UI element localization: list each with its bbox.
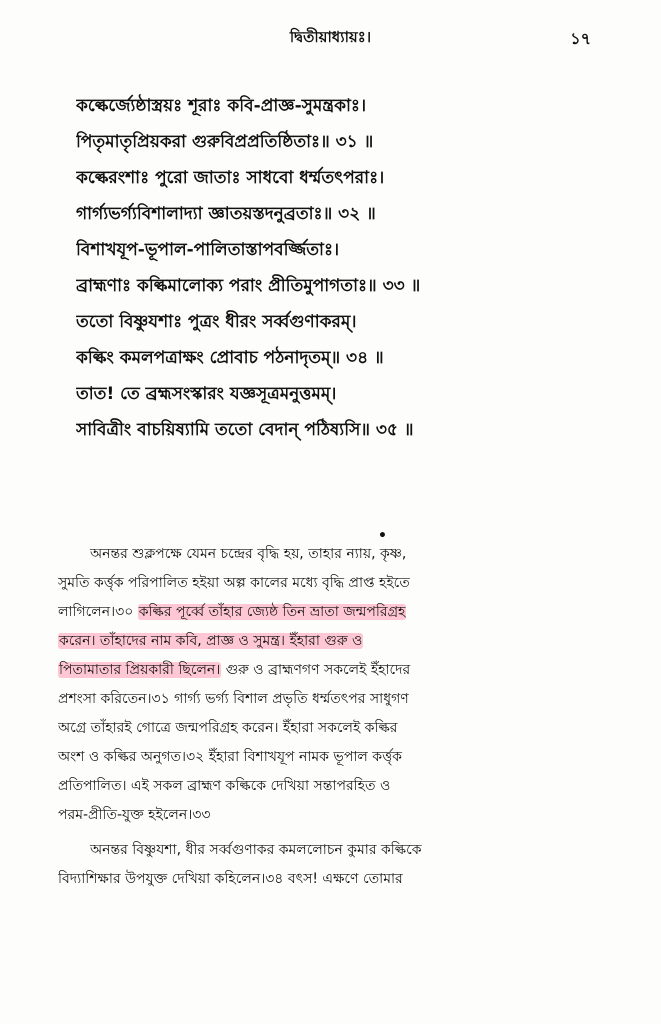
verse-line: পিতৃমাতৃপ্রিয়করা গুরুবিপ্রপ্রতিষ্ঠিতাঃ॥ ৩১ ॥ [76, 132, 374, 152]
verse-line: কল্কের্জ্যেষ্ঠাস্ত্রয়ঃ শূরাঃ কবি-প্রাজ্ঞ-সুমন্ত্রকাঃ। [76, 96, 367, 116]
verse-line: গার্গ্যভর্গ্যবিশালাদ্যা জ্ঞাতয়স্তদনুব্রতাঃ॥ ৩২ ॥ [76, 204, 376, 224]
highlighted-text: করেন। তাঁহাদের নাম কবি, প্রাজ্ঞ ও সুমন্ত্র। ইঁহারা গুরু ও [59, 633, 363, 649]
commentary-line [58, 656, 548, 685]
verse-line: বিশাখযূপ-ভূপাল-পালিতাস্তাপবর্জ্জিতাঃ। [76, 240, 340, 260]
commentary-line: অগ্রে তাঁহারই গোত্রে জন্মপরিগ্রহ করেন। ইঁহারা সকলেই কল্কির [58, 720, 398, 736]
highlighted-text: কল্কির পূর্ব্বে তাঁহার জ্যেষ্ঠ তিন ভ্রাতা জন্মপরিগ্রহ [138, 604, 406, 620]
commentary-line: অনন্তর শুক্লপক্ষে যেমন চন্দ্রের বৃদ্ধি হয়, তাহার ন্যায়, কৃষ্ণ, [90, 546, 407, 562]
highlighted-text: পিতামাতার প্রিয়কারী ছিলেন। [59, 662, 221, 678]
verse-line: তাত! তে ব্রহ্মসংস্কারং যজ্ঞসূত্রমনুত্তমম্। [76, 384, 337, 404]
commentary-line: পরম-প্রীতি-যুক্ত হইলেন।৩৩ [58, 807, 211, 823]
commentary-line: অংশ ও কল্কির অনুগত।৩২ ইঁহারা বিশাখযূপ নামক ভূপাল কর্ত্তৃক [58, 749, 402, 765]
verse-line: ততো বিষ্ণুযশাঃ পুত্রং ধীরং সর্ব্বগুণাকরম্। [76, 312, 357, 332]
commentary-line [58, 627, 548, 656]
commentary-text: লাগিলেন।৩০ [58, 604, 138, 620]
verse-line: কল্কেরংশাঃ পুরো জাতাঃ সাধবো ধর্ম্মতৎপরাঃ। [76, 168, 385, 188]
commentary-line: প্রতিপালিত। এই সকল ব্রাহ্মণ কল্কিকে দেখিয়া সন্তাপরহিত ও [58, 778, 391, 794]
verse-line: ব্রাহ্মণাঃ কল্কিমালোক্য পরাং প্রীতিমুপাগতাঃ॥ ৩৩ ॥ [76, 276, 421, 296]
running-header-title: দ্বিতীয়াধ্যায়ঃ। [289, 28, 372, 46]
commentary-text: গুরু ও ব্রাহ্মণগণ সকলেই ইঁহাদের [221, 662, 411, 678]
sanskrit-verses-block [76, 88, 596, 448]
page-number: ১৭ [570, 29, 591, 48]
bengali-commentary [58, 540, 548, 894]
section-divider-dot: • [378, 528, 387, 544]
commentary-line: সুমতি কর্ত্তৃক পরিপালিত হইয়া অল্প কালের মধ্যে বৃদ্ধি প্রাপ্ত হইতে [58, 575, 410, 591]
commentary-line: অনন্তর বিষ্ণুযশা, ধীর সর্ব্বগুণাকর কমললোচন কুমার কল্কিকে [90, 842, 422, 858]
commentary-line [58, 598, 548, 627]
verse-line: কল্কিং কমলপত্রাক্ষং প্রোবাচ পঠনাদৃতম্॥ ৩৪ ॥ [76, 348, 384, 368]
verse-line: সাবিত্রীং বাচয়িষ্যামি ততো বেদান্ পঠিষ্যসি॥ ৩৫ ॥ [76, 420, 414, 440]
commentary-line: প্রশংসা করিতেন।৩১ গার্গ্য ভর্গ্য বিশাল প্রভৃতি ধর্ম্মতৎপর সাধুগণ [58, 691, 409, 707]
commentary-line: বিদ্যাশিক্ষার উপযুক্ত দেখিয়া কহিলেন।৩৪ বৎস! এক্ষণে তোমার [58, 871, 403, 887]
